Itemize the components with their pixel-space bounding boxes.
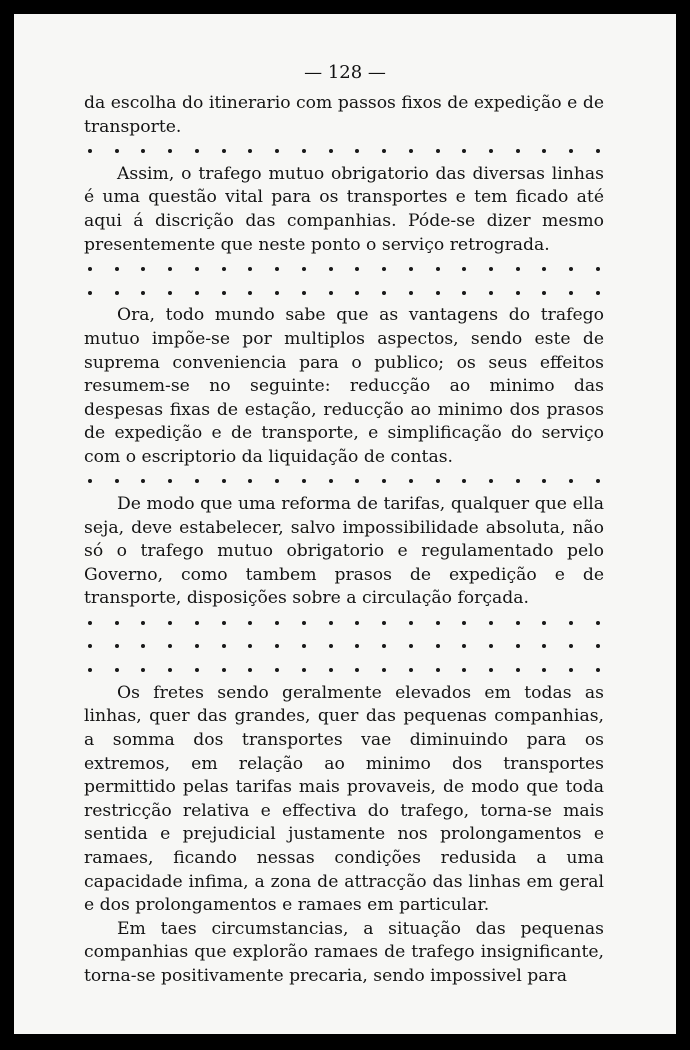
ellipsis-dot	[382, 644, 386, 648]
ellipsis-dot	[489, 267, 493, 271]
ellipsis-dot	[542, 621, 546, 625]
ellipsis-dot	[195, 149, 199, 153]
ellipsis-dot	[222, 644, 226, 648]
ellipsis-dot	[141, 479, 145, 483]
ellipsis-dot	[596, 267, 600, 271]
ellipsis-dot	[382, 668, 386, 672]
ellipsis-dot	[115, 644, 119, 648]
ellipsis-dot	[88, 149, 92, 153]
ellipsis-dot	[329, 668, 333, 672]
ellipsis-dot	[88, 291, 92, 295]
ellipsis-dot	[489, 644, 493, 648]
ellipsis-dot	[222, 621, 226, 625]
ellipsis-dot	[462, 644, 466, 648]
ellipsis-dot	[462, 149, 466, 153]
ellipsis-dot	[569, 479, 573, 483]
ellipsis-dot	[409, 668, 413, 672]
ellipsis-dot	[222, 668, 226, 672]
ellipsis-dot	[462, 668, 466, 672]
ellipsis-dot	[302, 668, 306, 672]
ellipsis-dot	[141, 267, 145, 271]
ellipsis-dot	[195, 668, 199, 672]
ellipsis-dot	[516, 291, 520, 295]
ellipsis-dot	[596, 291, 600, 295]
ellipsis-dot	[115, 668, 119, 672]
ellipsis-dot	[355, 479, 359, 483]
ellipsis-dot	[409, 291, 413, 295]
ellipsis-dot	[542, 479, 546, 483]
ellipsis-dot	[195, 291, 199, 295]
ellipsis-dot	[596, 621, 600, 625]
ellipsis-dot	[329, 149, 333, 153]
ellipsis-dot	[462, 621, 466, 625]
ellipsis-dot	[248, 479, 252, 483]
ellipsis-dot	[302, 644, 306, 648]
ellipsis-dot	[275, 267, 279, 271]
ellipsis-dot	[355, 644, 359, 648]
ellipsis-dot	[462, 291, 466, 295]
ellipsis-dot	[248, 291, 252, 295]
ellipsis-dot	[382, 291, 386, 295]
ellipsis-dot	[382, 149, 386, 153]
paragraph: Os fretes sendo geralmente elevados em todas as linhas, quer das grandes, quer das pequenas companhias, a somma dos transportes vae diminuindo para os extremos, em relação ao minimo dos transportes permittido pelas tarifas mais provaveis, de modo que toda restricção relativa e effectiva do trafego, torna-se mais sentida e prejudicial justamente nos prolongamentos e ramaes, ficando nessas condições redusida a uma capacidade infima, a zona de attracção das linhas em geral e dos prolongamentos e ramaes em particular.	[84, 682, 604, 916]
ellipsis-dot	[222, 479, 226, 483]
ellipsis-dot	[409, 479, 413, 483]
ellipsis-dot	[275, 644, 279, 648]
ellipsis-dot	[248, 668, 252, 672]
ellipsis-dot	[516, 267, 520, 271]
ellipsis-dot	[436, 267, 440, 271]
ellipsis-dot	[195, 644, 199, 648]
ellipsis-dot	[516, 644, 520, 648]
ellipsis-dot	[275, 668, 279, 672]
ellipsis-dot	[436, 479, 440, 483]
ellipsis-row	[88, 139, 600, 163]
ellipsis-dot	[115, 479, 119, 483]
ellipsis-dot	[436, 291, 440, 295]
ellipsis-dot	[489, 291, 493, 295]
ellipsis-dot	[248, 621, 252, 625]
ellipsis-dot	[222, 149, 226, 153]
ellipsis-dot	[329, 644, 333, 648]
ellipsis-dot	[329, 479, 333, 483]
ellipsis-dot	[329, 621, 333, 625]
ellipsis-dot	[436, 149, 440, 153]
book-page	[14, 14, 676, 1034]
ellipsis-row	[88, 658, 600, 682]
ellipsis-row	[88, 611, 600, 635]
ellipsis-dot	[355, 267, 359, 271]
ellipsis-dot	[569, 621, 573, 625]
ellipsis-dot	[569, 644, 573, 648]
ellipsis-dot	[596, 479, 600, 483]
ellipsis-dot	[409, 644, 413, 648]
ellipsis-dot	[115, 267, 119, 271]
ellipsis-dot	[88, 479, 92, 483]
paragraph: Em taes circumstancias, a situação das pequenas companhias que explorão ramaes de trafego insignificante, torna-se positivamente precaria, sendo impossivel para	[84, 918, 604, 986]
ellipsis-dot	[569, 149, 573, 153]
ellipsis-dot	[115, 291, 119, 295]
ellipsis-dot	[516, 621, 520, 625]
ellipsis-dot	[88, 621, 92, 625]
ellipsis-dot	[168, 149, 172, 153]
ellipsis-dot	[168, 267, 172, 271]
ellipsis-dot	[302, 479, 306, 483]
ellipsis-dot	[115, 149, 119, 153]
ellipsis-dot	[222, 267, 226, 271]
ellipsis-dot	[355, 149, 359, 153]
ellipsis-dot	[436, 668, 440, 672]
ellipsis-dot	[88, 644, 92, 648]
ellipsis-dot	[248, 149, 252, 153]
ellipsis-dot	[462, 267, 466, 271]
ellipsis-dot	[88, 267, 92, 271]
paragraph: Assim, o trafego mutuo obrigatorio das diversas linhas é uma questão vital para os transportes e tem ficado até aqui á discrição das companhias. Póde-se dizer mesmo presentemente que neste ponto o serviço retrograda.	[84, 163, 604, 255]
ellipsis-dot	[329, 291, 333, 295]
ellipsis-dot	[329, 267, 333, 271]
ellipsis-dot	[168, 668, 172, 672]
ellipsis-dot	[302, 149, 306, 153]
page-number: — 128 —	[304, 62, 386, 83]
ellipsis-row	[88, 281, 600, 305]
ellipsis-dot	[436, 644, 440, 648]
ellipsis-dot	[168, 621, 172, 625]
ellipsis-dot	[542, 668, 546, 672]
ellipsis-dot	[489, 621, 493, 625]
ellipsis-dot	[382, 267, 386, 271]
ellipsis-dot	[275, 149, 279, 153]
ellipsis-row	[88, 257, 600, 281]
ellipsis-dot	[355, 621, 359, 625]
ellipsis-dot	[141, 149, 145, 153]
ellipsis-dot	[516, 668, 520, 672]
ellipsis-dot	[248, 644, 252, 648]
ellipsis-dot	[516, 149, 520, 153]
ellipsis-dot	[542, 644, 546, 648]
ellipsis-dot	[569, 668, 573, 672]
ellipsis-dot	[409, 267, 413, 271]
ellipsis-dot	[489, 479, 493, 483]
paragraph: Ora, todo mundo sabe que as vantagens do trafego mutuo impõe-se por multiplos aspectos, sendo este de suprema conveniencia para o publico; os seus effeitos resumem-se no seguinte: reducção ao minimo das despesas fixas de estação, reducção ao minimo dos prasos de expedição e de transporte, e simplificação do serviço com o escriptorio da liquidação de contas.	[84, 305, 604, 467]
ellipsis-dot	[275, 621, 279, 625]
ellipsis-dot	[596, 668, 600, 672]
ellipsis-dot	[462, 479, 466, 483]
ellipsis-dot	[489, 149, 493, 153]
ellipsis-dot	[195, 621, 199, 625]
ellipsis-dot	[382, 479, 386, 483]
ellipsis-dot	[516, 479, 520, 483]
ellipsis-dot	[141, 291, 145, 295]
ellipsis-dot	[195, 267, 199, 271]
ellipsis-dot	[168, 291, 172, 295]
ellipsis-dot	[275, 291, 279, 295]
ellipsis-dot	[302, 291, 306, 295]
ellipsis-dot	[168, 479, 172, 483]
paragraph: da escolha do itinerario com passos fixos de expedição e de transporte.	[84, 93, 604, 137]
ellipsis-row	[88, 635, 600, 659]
ellipsis-dot	[302, 621, 306, 625]
ellipsis-dot	[569, 291, 573, 295]
paragraph: De modo que uma reforma de tarifas, qualquer que ella seja, deve estabelecer, salvo impossibilidade absoluta, não só o trafego mutuo obrigatorio e regulamentado pelo Governo, como tambem prasos de expedição e de transporte, disposições sobre a circulação forçada.	[84, 494, 604, 609]
ellipsis-dot	[596, 644, 600, 648]
ellipsis-dot	[88, 668, 92, 672]
ellipsis-dot	[355, 668, 359, 672]
ellipsis-dot	[141, 644, 145, 648]
ellipsis-dot	[409, 149, 413, 153]
ellipsis-dot	[141, 668, 145, 672]
ellipsis-row	[88, 470, 600, 494]
ellipsis-dot	[596, 149, 600, 153]
ellipsis-dot	[248, 267, 252, 271]
ellipsis-dot	[275, 479, 279, 483]
ellipsis-dot	[382, 621, 386, 625]
ellipsis-dot	[355, 291, 359, 295]
ellipsis-dot	[222, 291, 226, 295]
ellipsis-dot	[542, 149, 546, 153]
ellipsis-dot	[409, 621, 413, 625]
body-text	[84, 92, 604, 989]
ellipsis-dot	[542, 291, 546, 295]
ellipsis-dot	[302, 267, 306, 271]
ellipsis-dot	[168, 644, 172, 648]
ellipsis-dot	[436, 621, 440, 625]
ellipsis-dot	[542, 267, 546, 271]
ellipsis-dot	[569, 267, 573, 271]
ellipsis-dot	[115, 621, 119, 625]
ellipsis-dot	[141, 621, 145, 625]
ellipsis-dot	[195, 479, 199, 483]
ellipsis-dot	[489, 668, 493, 672]
